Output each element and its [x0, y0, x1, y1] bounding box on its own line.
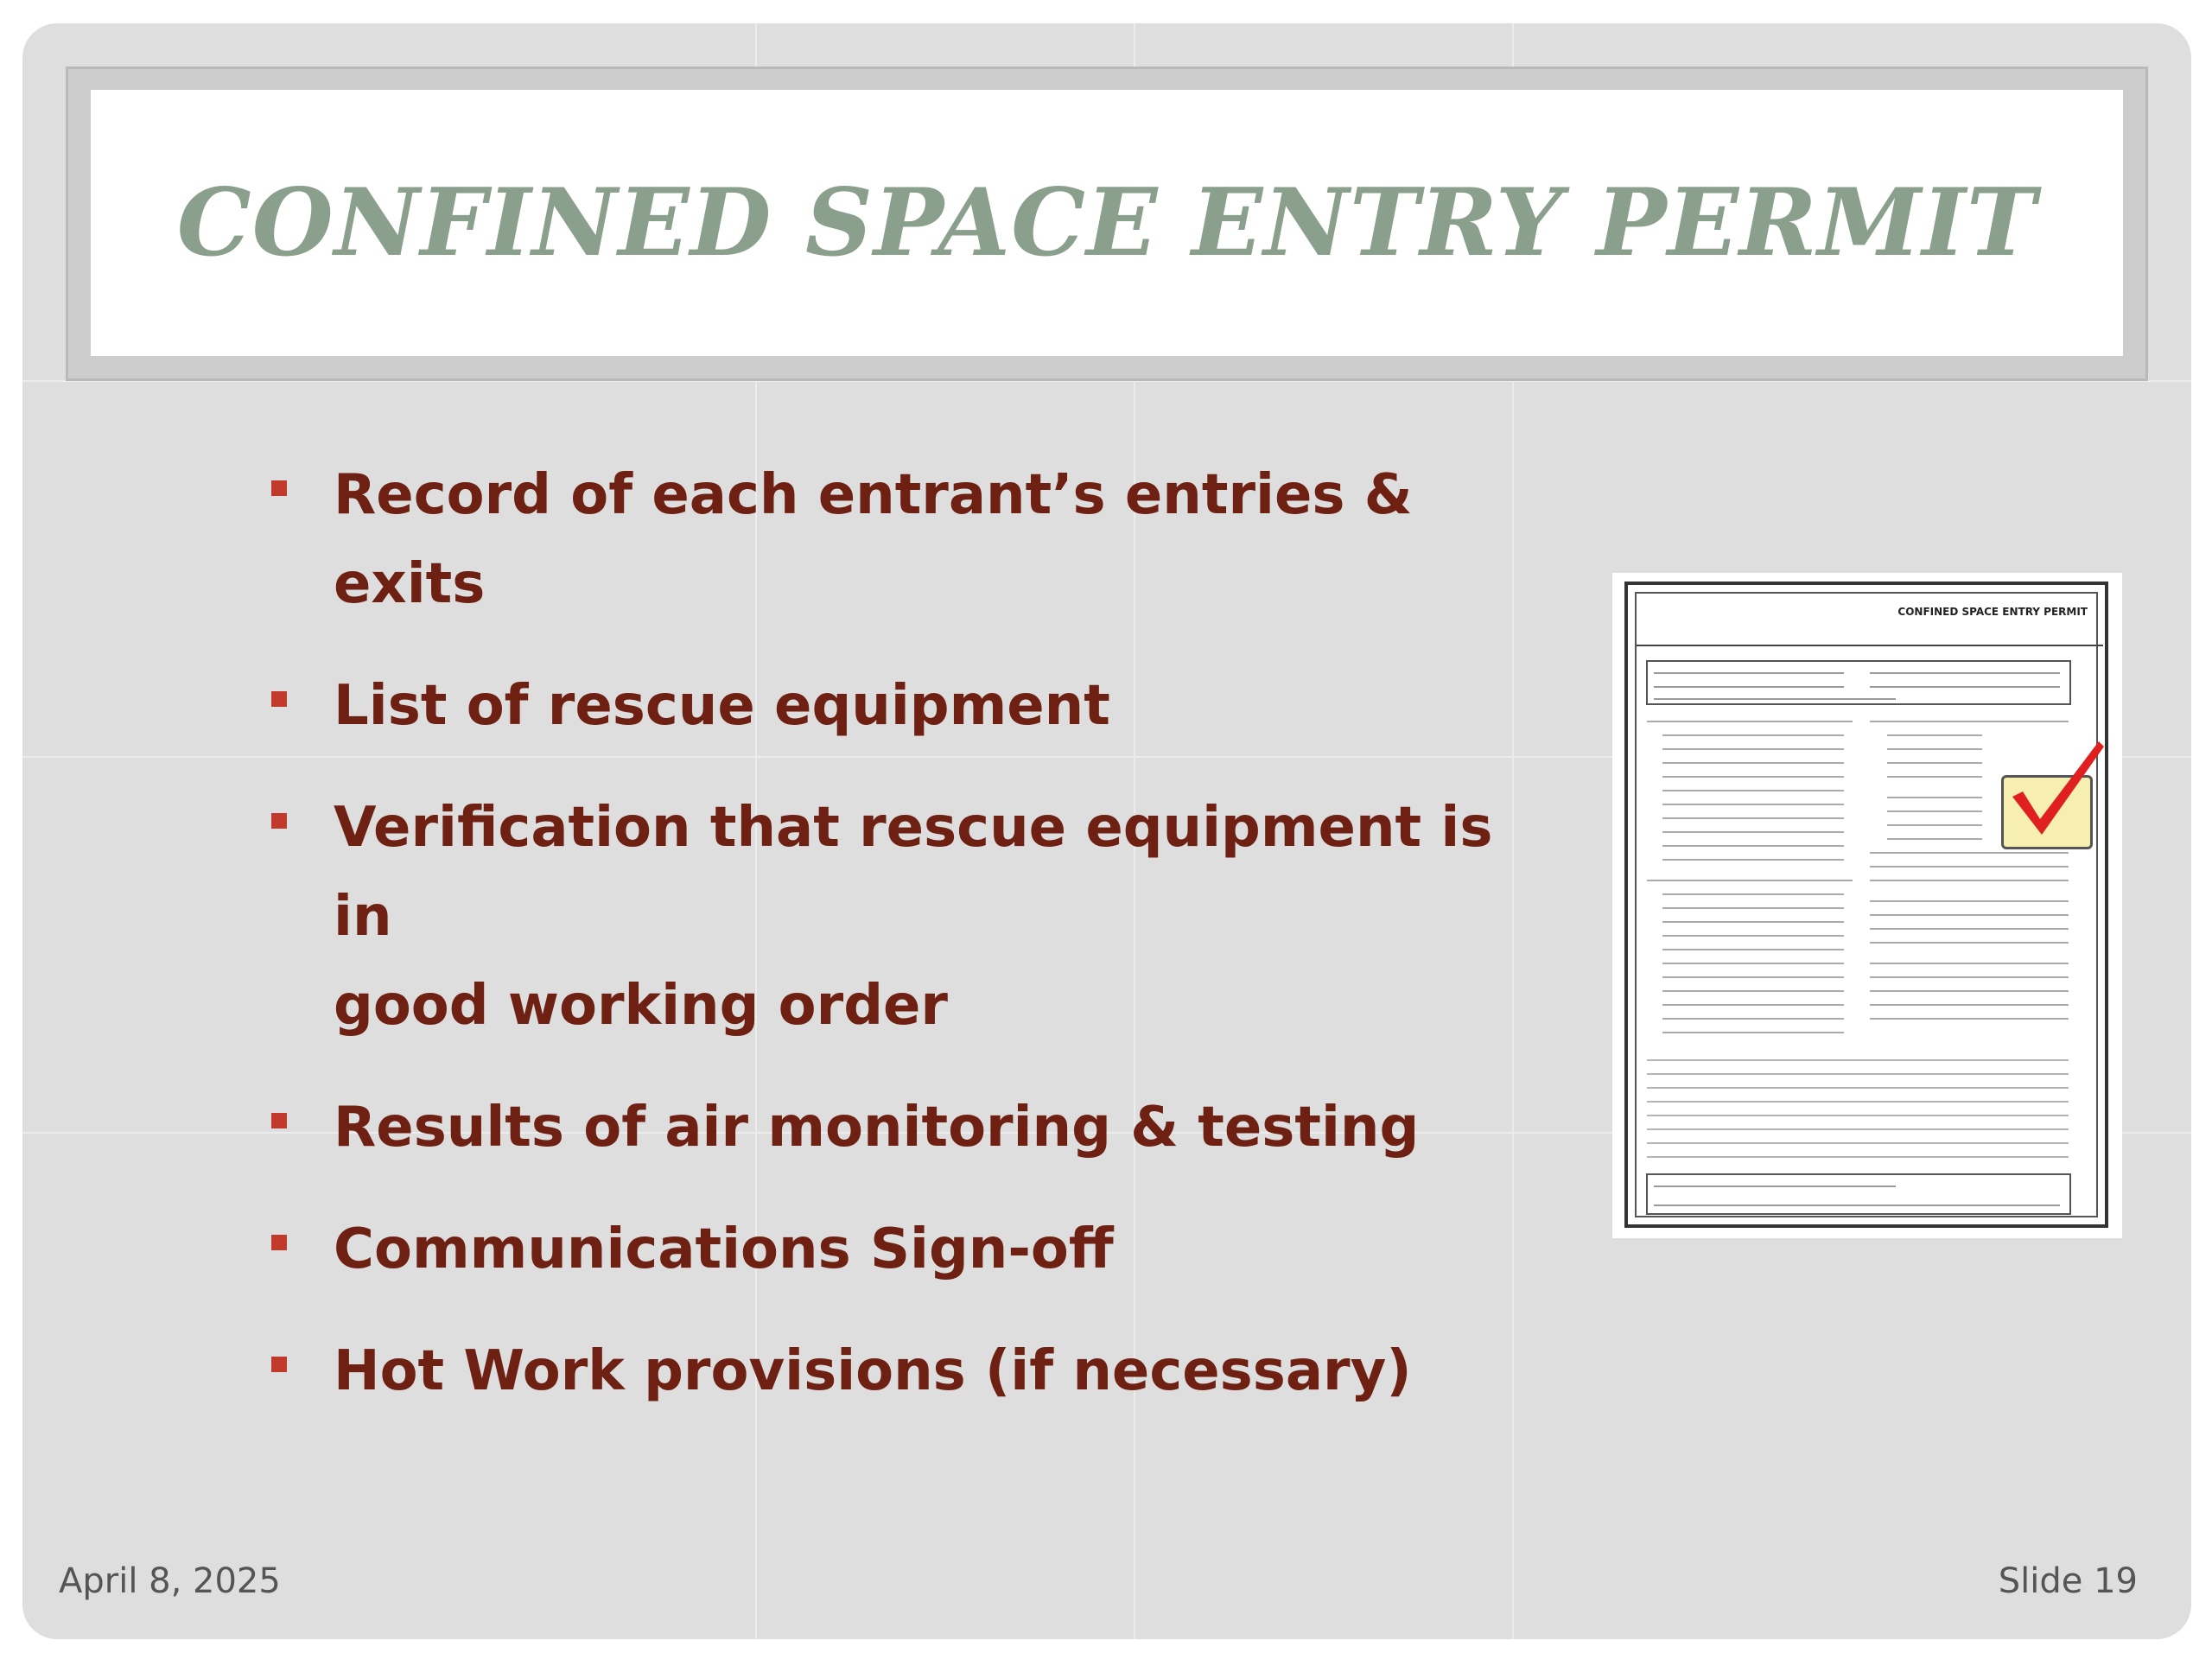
- bullet-item: [247, 1327, 1526, 1416]
- bullet-text: Communications Sign-off: [334, 1217, 1114, 1281]
- bullet-marker-icon: [271, 691, 287, 707]
- bullet-marker-icon: [271, 1113, 287, 1128]
- permit-form-image: [1612, 573, 2122, 1238]
- slide-title: CONFINED SPACE ENTRY PERMIT: [176, 168, 2037, 277]
- footer-date: April 8, 2025: [59, 1561, 281, 1601]
- checkmark-icon: [1997, 734, 2109, 838]
- permit-form-inner-border: [1635, 592, 2098, 1217]
- slide: [22, 23, 2191, 1639]
- bullet-text: Hot Work provisions (if necessary): [334, 1339, 1412, 1403]
- bullet-text: Results of air monitoring & testing: [334, 1096, 1420, 1160]
- bullet-list: [247, 451, 1526, 1449]
- bullet-item: [247, 1205, 1526, 1294]
- bullet-text: Verification that rescue equipment is in: [334, 796, 1493, 949]
- bullet-item: [247, 784, 1526, 1051]
- permit-form-title: CONFINED SPACE ENTRY PERMIT: [1897, 606, 2088, 618]
- bullet-text: List of rescue equipment: [334, 674, 1110, 738]
- bullet-marker-icon: [271, 1357, 287, 1372]
- bullet-item: [247, 662, 1526, 751]
- bullet-item: [247, 451, 1526, 629]
- bullet-item: [247, 1084, 1526, 1173]
- title-frame: [66, 67, 2148, 381]
- permit-form-lines-graphic: [1637, 594, 2103, 1223]
- bullet-text-continuation: good working order: [334, 974, 948, 1038]
- checkmark-box: [2001, 775, 2093, 849]
- footer-slide-number: Slide 19: [1998, 1561, 2138, 1601]
- title-box: [91, 90, 2123, 356]
- bullet-marker-icon: [271, 1235, 287, 1250]
- bullet-marker-icon: [271, 480, 287, 496]
- bullet-text: Record of each entrant’s entries & exits: [334, 463, 1413, 616]
- permit-form-border: [1624, 582, 2108, 1228]
- bullet-marker-icon: [271, 813, 287, 829]
